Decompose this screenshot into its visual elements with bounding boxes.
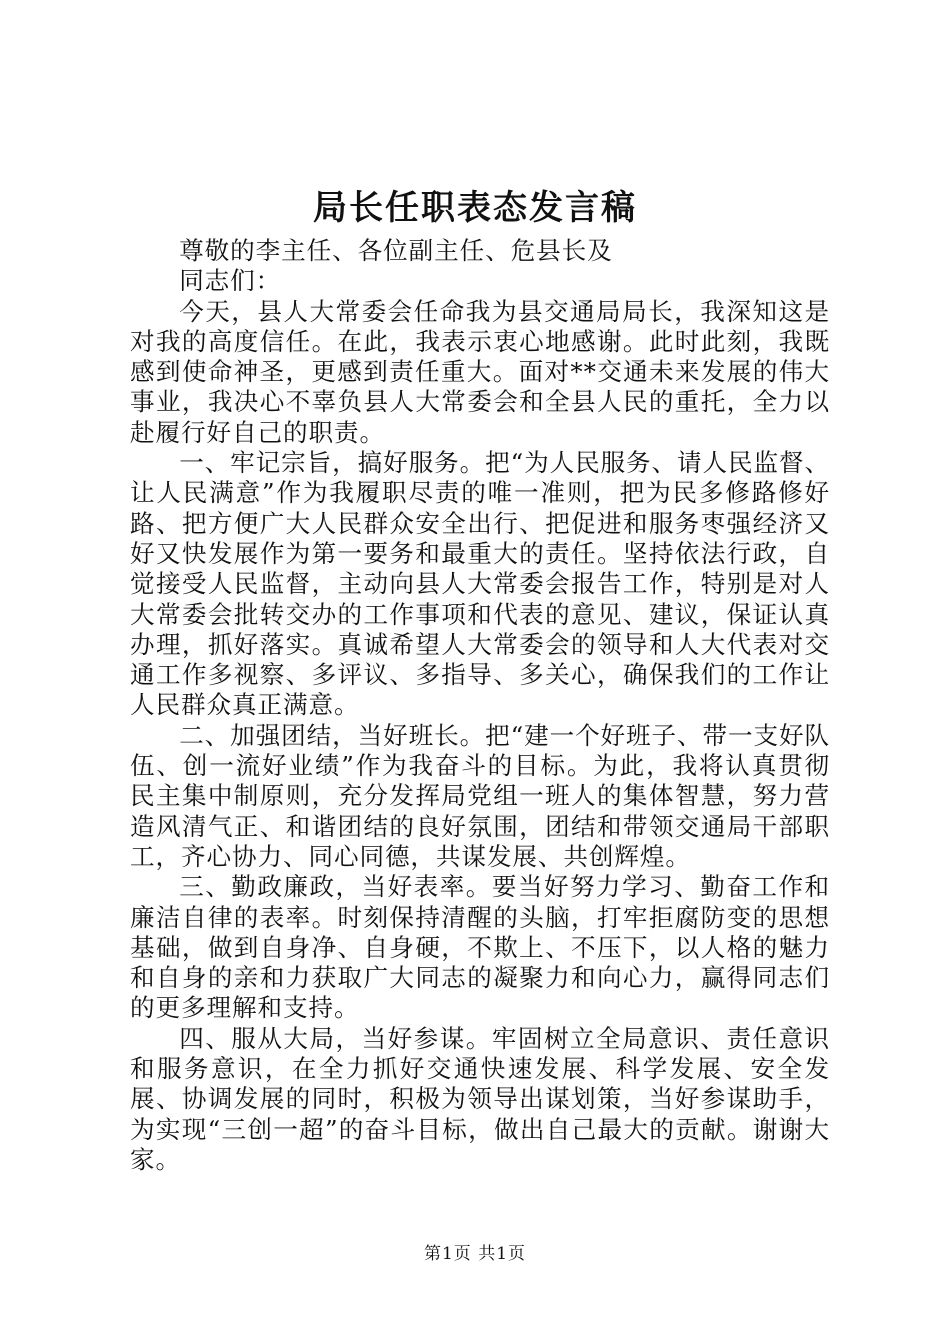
body-paragraph: 三、勤政廉政，当好表率。要当好努力学习、勤奋工作和廉洁自律的表率。时刻保持清醒的头脑，打牢拒腐防变的思想基础，做到自身净、自身硬，不欺上、不压下，以人格的魅力和自身的亲和力获取广大同志的凝聚力和向心力，赢得同志们的更多理解和支持。 xyxy=(130,872,830,1023)
document-body xyxy=(130,236,830,1175)
document-title: 局长任职表态发言稿 xyxy=(313,188,637,228)
body-paragraph: 二、加强团结，当好班长。把“建一个好班子、带一支好队伍、创一流好业绩”作为我奋斗的目标。为此，我将认真贯彻民主集中制原则，充分发挥局党组一班人的集体智慧，努力营造风清气正、和谐团结的良好氛围，团结和带领交通局干部职工，齐心协力、同心同德，共谋发展、共创辉煌。 xyxy=(130,720,831,871)
salutation-line: 尊敬的李主任、各位副主任、危县长及 xyxy=(179,236,613,265)
page-number-footer: 第1页 共1页 xyxy=(423,1244,527,1264)
body-paragraph: 四、服从大局，当好参谋。牢固树立全局意识、责任意识和服务意识，在全力抓好交通快速发展、科学发展、安全发展、协调发展的同时，积极为领导出谋划策，当好参谋助手，为实现“三创一超”的奋斗目标，做出自己最大的贡献。谢谢大家。 xyxy=(130,1023,830,1174)
salutation-line: 同志们： xyxy=(179,266,282,296)
body-paragraph: 一、牢记宗旨，搞好服务。把“为人民服务、请人民监督、让人民满意”作为我履职尽责的唯一准则，把为民多修路修好路、把方便广大人民群众安全出行、把促进和服务枣强经济又好又快发展作为第一要务和最重大的责任。坚持依法行政，自觉接受人民监督，主动向县人大常委会报告工作，特别是对人大常委会批转交办的工作事项和代表的意见、建议，保证认真办理，抓好落实。真诚希望人大常委会的领导和人大代表对交通工作多视察、多评议、多指导、多关心，确保我们的工作让人民群众真正满意。 xyxy=(130,448,831,720)
body-paragraph: 今天，县人大常委会任命我为县交通局局长，我深知这是对我的高度信任。在此，我表示衷心地感谢。此时此刻，我既感到使命神圣，更感到责任重大。面对**交通未来发展的伟大事业，我决心不辜负县人大常委会和全县人民的重托，全力以赴履行好自己的职责。 xyxy=(130,296,830,447)
